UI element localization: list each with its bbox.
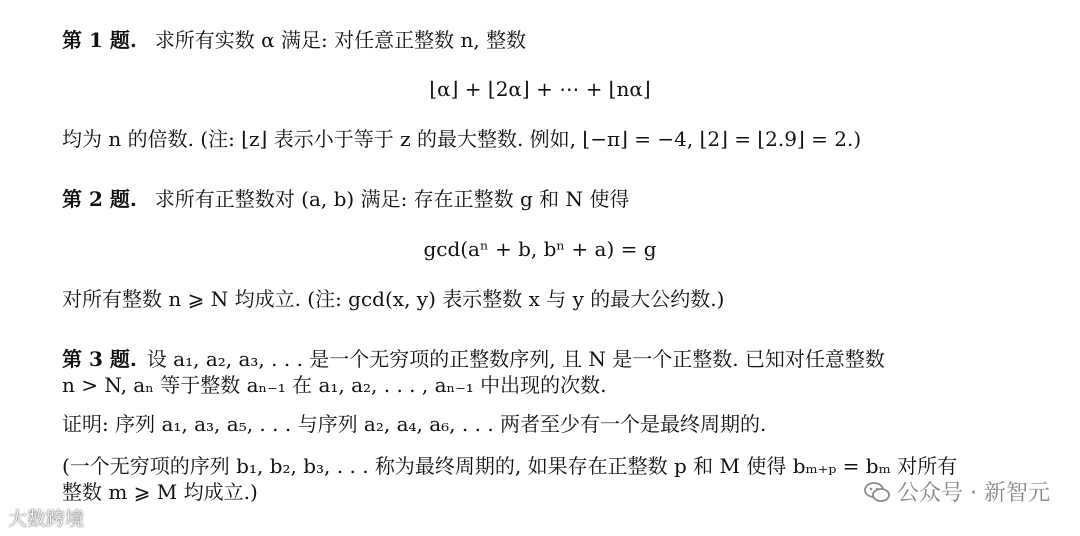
problem-3-line1: 设 a₁, a₂, a₃, . . . 是一个无穷项的正整数序列, 且 N 是一个正整数. 已知对任意整数 bbox=[146, 347, 885, 371]
problem-3-intro bbox=[62, 346, 885, 372]
problem-3-label: 第 3 题. bbox=[62, 347, 137, 371]
problem-1-note: 均为 n 的倍数. (注: ⌊z⌋ 表示小于等于 z 的最大整数. 例如, ⌊−π⌋ = −4, ⌊2⌋ = ⌊2.9⌋ = 2.) bbox=[62, 127, 862, 151]
problem-2-note: 对所有整数 n ⩾ N 均成立. (注: gcd(x, y) 表示整数 x 与 y 的最大公约数.) bbox=[62, 287, 725, 311]
problem-2-label: 第 2 题. bbox=[62, 187, 137, 211]
problem-2-line1: 求所有正整数对 (a, b) 满足: 存在正整数 g 和 N 使得 bbox=[154, 187, 630, 211]
watermark-left-text: 大数跨境 bbox=[8, 508, 85, 530]
watermark-left bbox=[8, 504, 84, 531]
wechat-icon bbox=[863, 481, 891, 503]
problem-3-definition: (一个无穷项的序列 b₁, b₂, b₃, . . . 称为最终周期的, 如果存在正整数 p 和 M 使得 bₘ₊ₚ = bₘ 对所有 bbox=[62, 454, 958, 478]
problem-1-line1: 求所有实数 α 满足: 对任意正整数 n, 整数 bbox=[154, 28, 527, 52]
problem-2-formula: gcd(aⁿ + b, bⁿ + a) = g bbox=[423, 237, 657, 261]
watermark-right-text: 公众号 · 新智元 bbox=[897, 481, 1050, 506]
problem-1-intro bbox=[62, 27, 526, 53]
problem-3-claim: 证明: 序列 a₁, a₃, a₅, . . . 与序列 a₂, a₄, a₆, . . . 两者至少有一个是最终周期的. bbox=[62, 412, 767, 436]
problem-1-label: 第 1 题. bbox=[62, 28, 137, 52]
problem-2-intro bbox=[62, 186, 629, 212]
problem-3-line2: n > N, aₙ 等于整数 aₙ₋₁ 在 a₁, a₂, . . . , aₙ₋₁ 中出现的次数. bbox=[62, 373, 607, 397]
problem-3-definition-cont: 整数 m ⩾ M 均成立.) bbox=[62, 480, 258, 504]
watermark-right bbox=[863, 476, 1050, 507]
problem-1-formula: ⌊α⌋ + ⌊2α⌋ + ⋯ + ⌊nα⌋ bbox=[429, 77, 651, 101]
